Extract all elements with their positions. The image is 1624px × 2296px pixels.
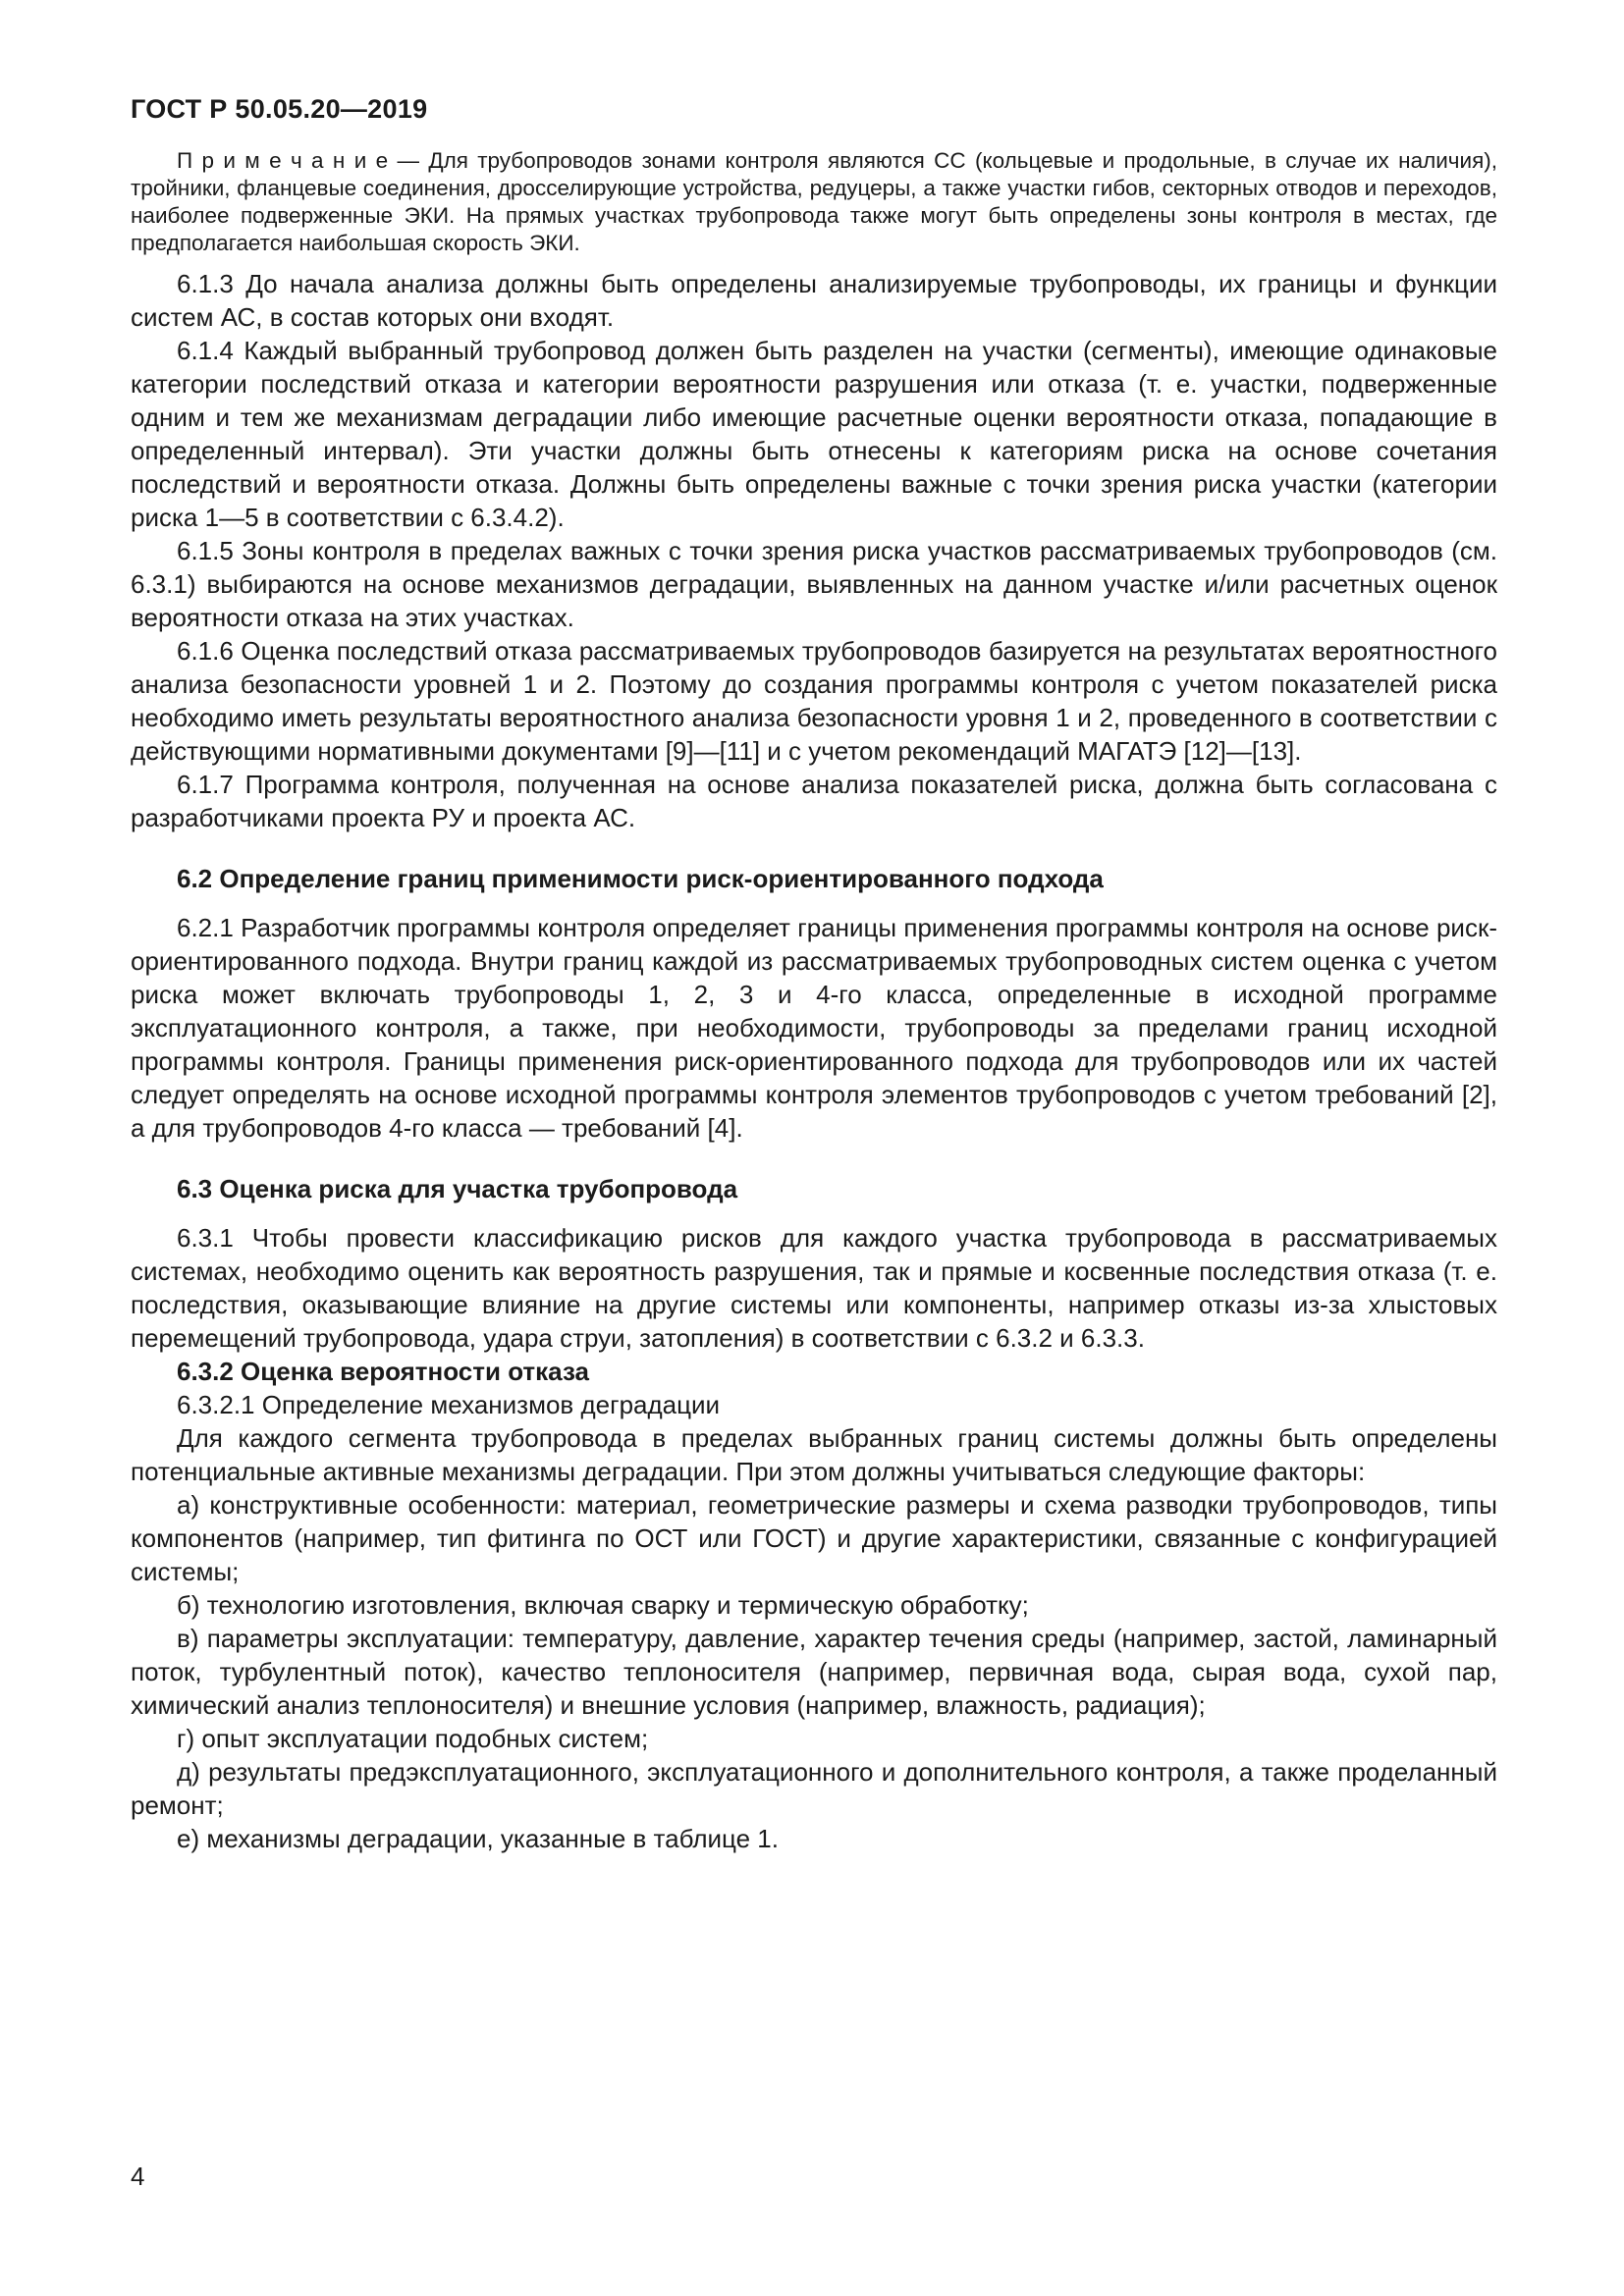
paragraph-6-1-7: 6.1.7 Программа контроля, полученная на основе анализа показателей риска, должна быть согласована с разработчиками проекта РУ и проекта АС.	[131, 770, 1497, 832]
list-item-e: е) механизмы деградации, указанные в таблице 1.	[177, 1824, 779, 1853]
list-item-g: г) опыт эксплуатации подобных систем;	[177, 1724, 649, 1753]
paragraph-6-3-2-1: 6.3.2.1 Определение механизмов деградации	[177, 1390, 721, 1419]
section-heading-6-3: 6.3 Оценка риска для участка трубопровода	[177, 1174, 738, 1203]
subsection-heading-6-3-2: 6.3.2 Оценка вероятности отказа	[177, 1357, 589, 1386]
list-item-b: б) технологию изготовления, включая сварку и термическую обработку;	[177, 1590, 1029, 1620]
document-body	[131, 147, 1497, 1855]
section-heading-6-2: 6.2 Определение границ применимости риск-ориентированного подхода	[177, 864, 1104, 893]
paragraph-6-1-3: 6.1.3 До начала анализа должны быть определены анализируемые трубопроводы, их границы и функции систем АС, в состав которых они входят.	[131, 269, 1497, 332]
paragraph-6-3-1: 6.3.1 Чтобы провести классификацию рисков для каждого участка трубопровода в рассматриваемых системах, необходимо оценить как вероятность разрушения, так и прямые и косвенные последствия отказа (т. е. последствия, оказывающие влияние на другие системы или компоненты, например отказы из-за хлыстовых перемещений трубопровода, удара струи, затопления) в соответствии с 6.3.2 и 6.3.3.	[131, 1223, 1497, 1353]
page-number: 4	[131, 2162, 145, 2191]
list-item-v: в) параметры эксплуатации: температуру, давление, характер течения среды (например, застой, ламинарный поток, турбулентный поток), качество теплоносителя (например, первичная вода, сырая вода, сухой пар, химический анализ теплоносителя) и внешние условия (например, влажность, радиация);	[131, 1624, 1497, 1720]
document-header: ГОСТ Р 50.05.20—2019	[131, 94, 428, 124]
note-paragraph: П р и м е ч а н и е — Для трубопроводов зонами контроля являются СС (кольцевые и продольные, в случае их наличия), тройники, фланцевые соединения, дросселирующие устройства, редуцеры, а также участки гибов, секторных отводов и переходов, наиболее подверженные ЭКИ. На прямых участках трубопровода также могут быть определены зоны контроля в местах, где предполагается наибольшая скорость ЭКИ.	[131, 148, 1497, 255]
paragraph-6-1-6: 6.1.6 Оценка последствий отказа рассматриваемых трубопроводов базируется на результатах вероятностного анализа безопасности уровней 1 и 2. Поэтому до создания программы контроля с учетом показателей риска необходимо иметь результаты вероятностного анализа безопасности уровня 1 и 2, проведенного в соответствии с действующими нормативными документами [9]—[11] и с учетом рекомендаций МАГАТЭ [12]—[13].	[131, 636, 1497, 766]
paragraph-6-1-4: 6.1.4 Каждый выбранный трубопровод должен быть разделен на участки (сегменты), имеющие одинаковые категории последствий отказа и категории вероятности разрушения или отказа (т. е. участки, подверженные одним и тем же механизмам деградации либо имеющие расчетные оценки вероятности отказа, попадающие в определенный интервал). Эти участки должны быть отнесены к категориям риска на основе сочетания последствий и вероятности отказа. Должны быть определены важные с точки зрения риска участки (категории риска 1—5 в соответствии с 6.3.4.2).	[131, 336, 1497, 532]
paragraph-intro-factors: Для каждого сегмента трубопровода в пределах выбранных границ системы должны быть определены потенциальные активные механизмы деградации. При этом должны учитываться следующие факторы:	[131, 1423, 1497, 1486]
paragraph-6-2-1: 6.2.1 Разработчик программы контроля определяет границы применения программы контроля на основе риск-ориентированного подхода. Внутри границ каждой из рассматриваемых трубопроводных систем оценка с учетом риска может включать трубопроводы 1, 2, 3 и 4-го класса, определенные в исходной программе эксплуатационного контроля, а также, при необходимости, трубопроводы за пределами границ исходной программы контроля. Границы применения риск-ориентированного подхода для трубопроводов или их частей следует определять на основе исходной программы контроля элементов трубопроводов с учетом требований [2], а для трубопроводов 4-го класса — требований [4].	[131, 913, 1497, 1143]
paragraph-6-1-5: 6.1.5 Зоны контроля в пределах важных с точки зрения риска участков рассматриваемых трубопроводов (см. 6.3.1) выбираются на основе механизмов деградации, выявленных на данном участке и/или расчетных оценок вероятности отказа на этих участках.	[131, 536, 1497, 632]
list-item-d: д) результаты предэксплуатационного, эксплуатационного и дополнительного контроля, а также проделанный ремонт;	[131, 1757, 1497, 1820]
list-item-a: а) конструктивные особенности: материал, геометрические размеры и схема разводки трубопроводов, типы компонентов (например, тип фитинга по ОСТ или ГОСТ) и другие характеристики, связанные с конфигурацией системы;	[131, 1490, 1497, 1586]
